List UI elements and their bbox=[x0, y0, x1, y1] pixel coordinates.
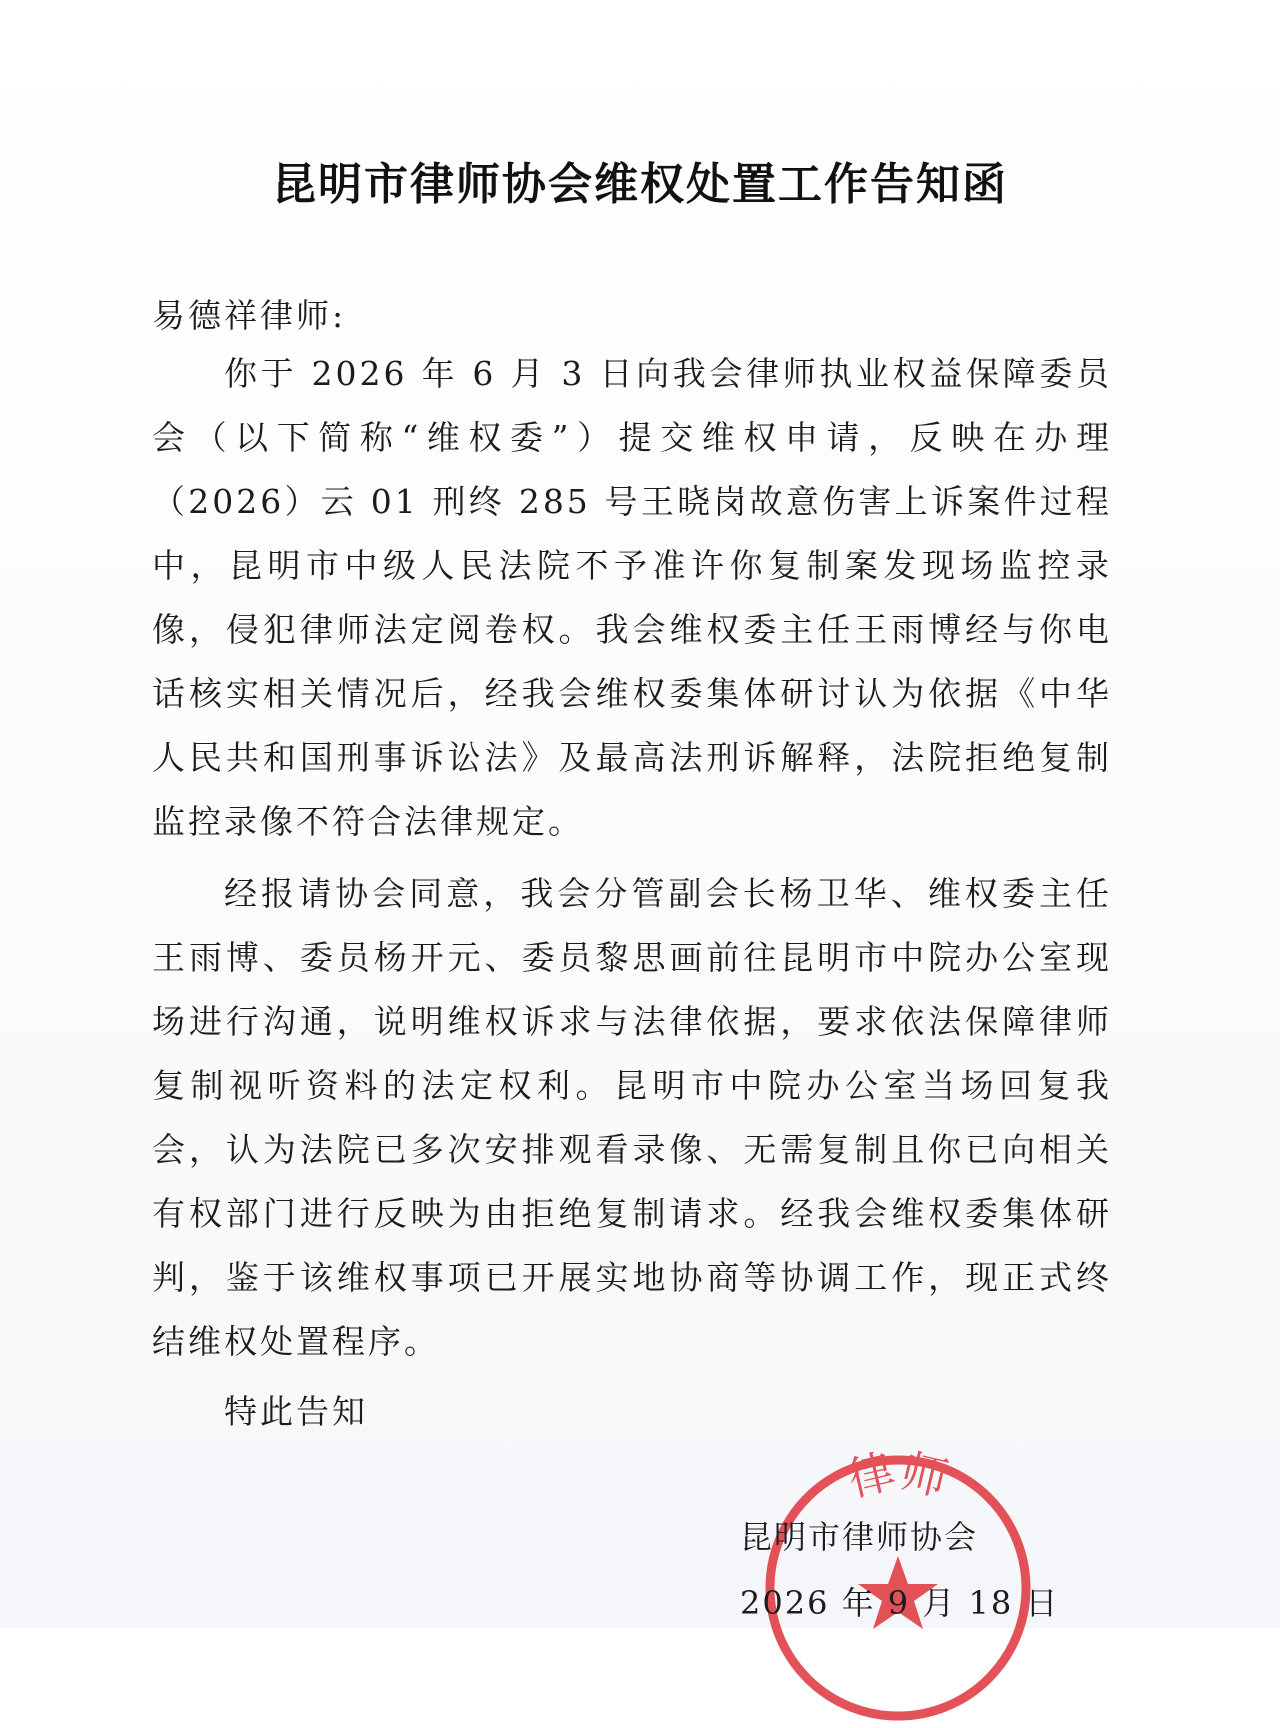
seal-text: 律师 bbox=[843, 1443, 953, 1507]
signature-date: 2026 年 9 月 18 日 bbox=[740, 1584, 1060, 1622]
signature-organization: 昆明市律师协会 bbox=[740, 1518, 979, 1556]
closing-line: 特此告知 bbox=[224, 1392, 368, 1431]
body-paragraph-2: 经报请协会同意，我会分管副会长杨卫华、维权委主任王雨博、委员杨开元、委员黎思画前往昆明市中院办公室现场进行沟通，说明维权诉求与法律依据，要求依法保障律师复制视听资料的法定权利。昆明市中院办公室当场回复我会，认为法院已多次安排观看录像、无需复制且你已向相关有权部门进行反映为由拒绝复制请求。经我会维权委集体研判，鉴于该维权事项已开展实地协商等协调工作，现正式终结维权处置程序。 bbox=[152, 874, 1112, 1361]
salutation: 易德祥律师: bbox=[152, 296, 347, 335]
document-title: 昆明市律师协会维权处置工作告知函 bbox=[272, 159, 1008, 210]
body-paragraph-1: 你于 2026 年 6 月 3 日向我会律师执业权益保障委员会（以下简称“维权委”）提交维权申请，反映在办理（2026）云 01 刑终 285 号王晓岗故意伤害上诉案件过程中，昆明市中级人民法院不予准许你复制案发现场监控录像，侵犯律师法定阅卷权。我会维权委主任王雨博经与你电话核实相关情况后，经我会维权委集体研讨认为依据《中华人民共和国刑事诉讼法》及最高法刑诉解释，法院拒绝复制监控录像不符合法律规定。 bbox=[152, 354, 1112, 841]
